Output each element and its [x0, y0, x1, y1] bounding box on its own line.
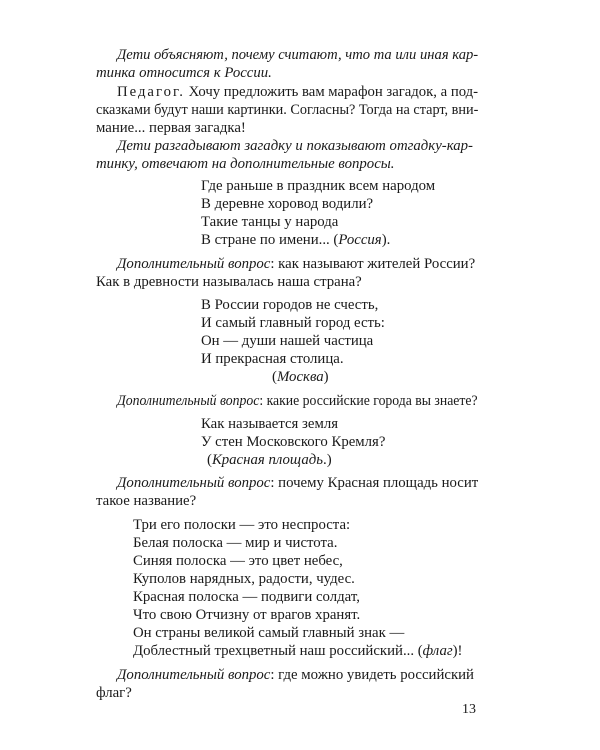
riddle-line: Красная полоска — подвиги солдат, [133, 589, 360, 605]
riddle-answer: Москва [276, 369, 324, 385]
riddle-line: Где раньше в праздник всем народом [201, 178, 436, 194]
speaker-label: Педагог. [117, 84, 185, 100]
riddle-line: И прекрасная столица. [201, 351, 344, 367]
extra-question [117, 666, 474, 684]
riddle-text: В стране по имени... ( [201, 232, 339, 248]
riddle-line: В России городов не счесть, [201, 297, 379, 313]
extra-question [117, 255, 475, 273]
riddle-answer-line: (Москва) [272, 369, 329, 385]
stage-direction: Дети объясняют, почему считают, что та или иная кар- [117, 47, 479, 63]
riddle-line: Белая полоска — мир и чистота. [133, 535, 338, 551]
riddle-answer: флаг [422, 643, 453, 659]
question-text: флаг? [96, 685, 132, 701]
page-number: 13 [462, 702, 476, 717]
riddle-answer-line: (Красная площадь.) [207, 452, 332, 468]
speech-text: мание... первая загадка! [96, 120, 246, 136]
riddle-line: Что свою Отчизну от врагов хранят. [133, 607, 361, 623]
riddle-text: .) [323, 452, 332, 468]
riddle-line [201, 231, 390, 249]
stage-direction: Дети разгадывают загадку и показывают отгадку-кар- [117, 138, 473, 154]
stage-direction: тинку, отвечают на дополнительные вопросы. [96, 156, 395, 172]
question-label: Дополнительный вопрос [117, 256, 271, 272]
riddle-text: ). [381, 232, 391, 248]
extra-question [117, 474, 478, 492]
question-label: Дополнительный вопрос [117, 393, 260, 409]
riddle-line: В деревне хоровод водили? [201, 196, 374, 212]
riddle-line [133, 642, 462, 660]
riddle-text: Доблестный трехцветный наш российский... ( [133, 643, 423, 659]
question-text: : какие российские города вы знаете? [259, 393, 478, 409]
speech-text: сказками будут наши картинки. Согласны? Тогда на старт, вни- [96, 102, 479, 118]
question-text: : где можно увидеть российский [270, 667, 474, 683]
speech-text: Хочу предложить вам марафон загадок, а под- [184, 84, 479, 100]
stage-direction: тинка относится к России. [96, 65, 272, 81]
extra-question [117, 392, 478, 410]
riddle-line: И самый главный город есть: [201, 315, 385, 331]
question-text: : почему Красная площадь носит [270, 475, 479, 491]
riddle-text: )! [452, 643, 463, 659]
question-label: Дополнительный вопрос [117, 475, 271, 491]
riddle-line: Он — души нашей частица [201, 333, 374, 349]
question-label: Дополнительный вопрос [117, 667, 271, 683]
riddle-answer: Красная площадь [211, 452, 324, 468]
riddle-line: Как называется земля [201, 416, 339, 432]
question-text: : как называют жителей России? [270, 256, 476, 272]
riddle-line: Он страны великой самый главный знак — [133, 625, 405, 641]
question-text: такое название? [96, 493, 197, 509]
riddle-answer: Россия [338, 232, 382, 248]
riddle-line: Синяя полоска — это цвет небес, [133, 553, 343, 569]
riddle-line: Три его полоски — это неспроста: [133, 517, 351, 533]
riddle-line: У стен Московского Кремля? [201, 434, 386, 450]
riddle-line: Куполов нарядных, радости, чудес. [133, 571, 355, 587]
question-text: Как в древности называлась наша страна? [96, 274, 362, 290]
teacher-speech [117, 83, 478, 101]
riddle-line: Такие танцы у народа [201, 214, 339, 230]
